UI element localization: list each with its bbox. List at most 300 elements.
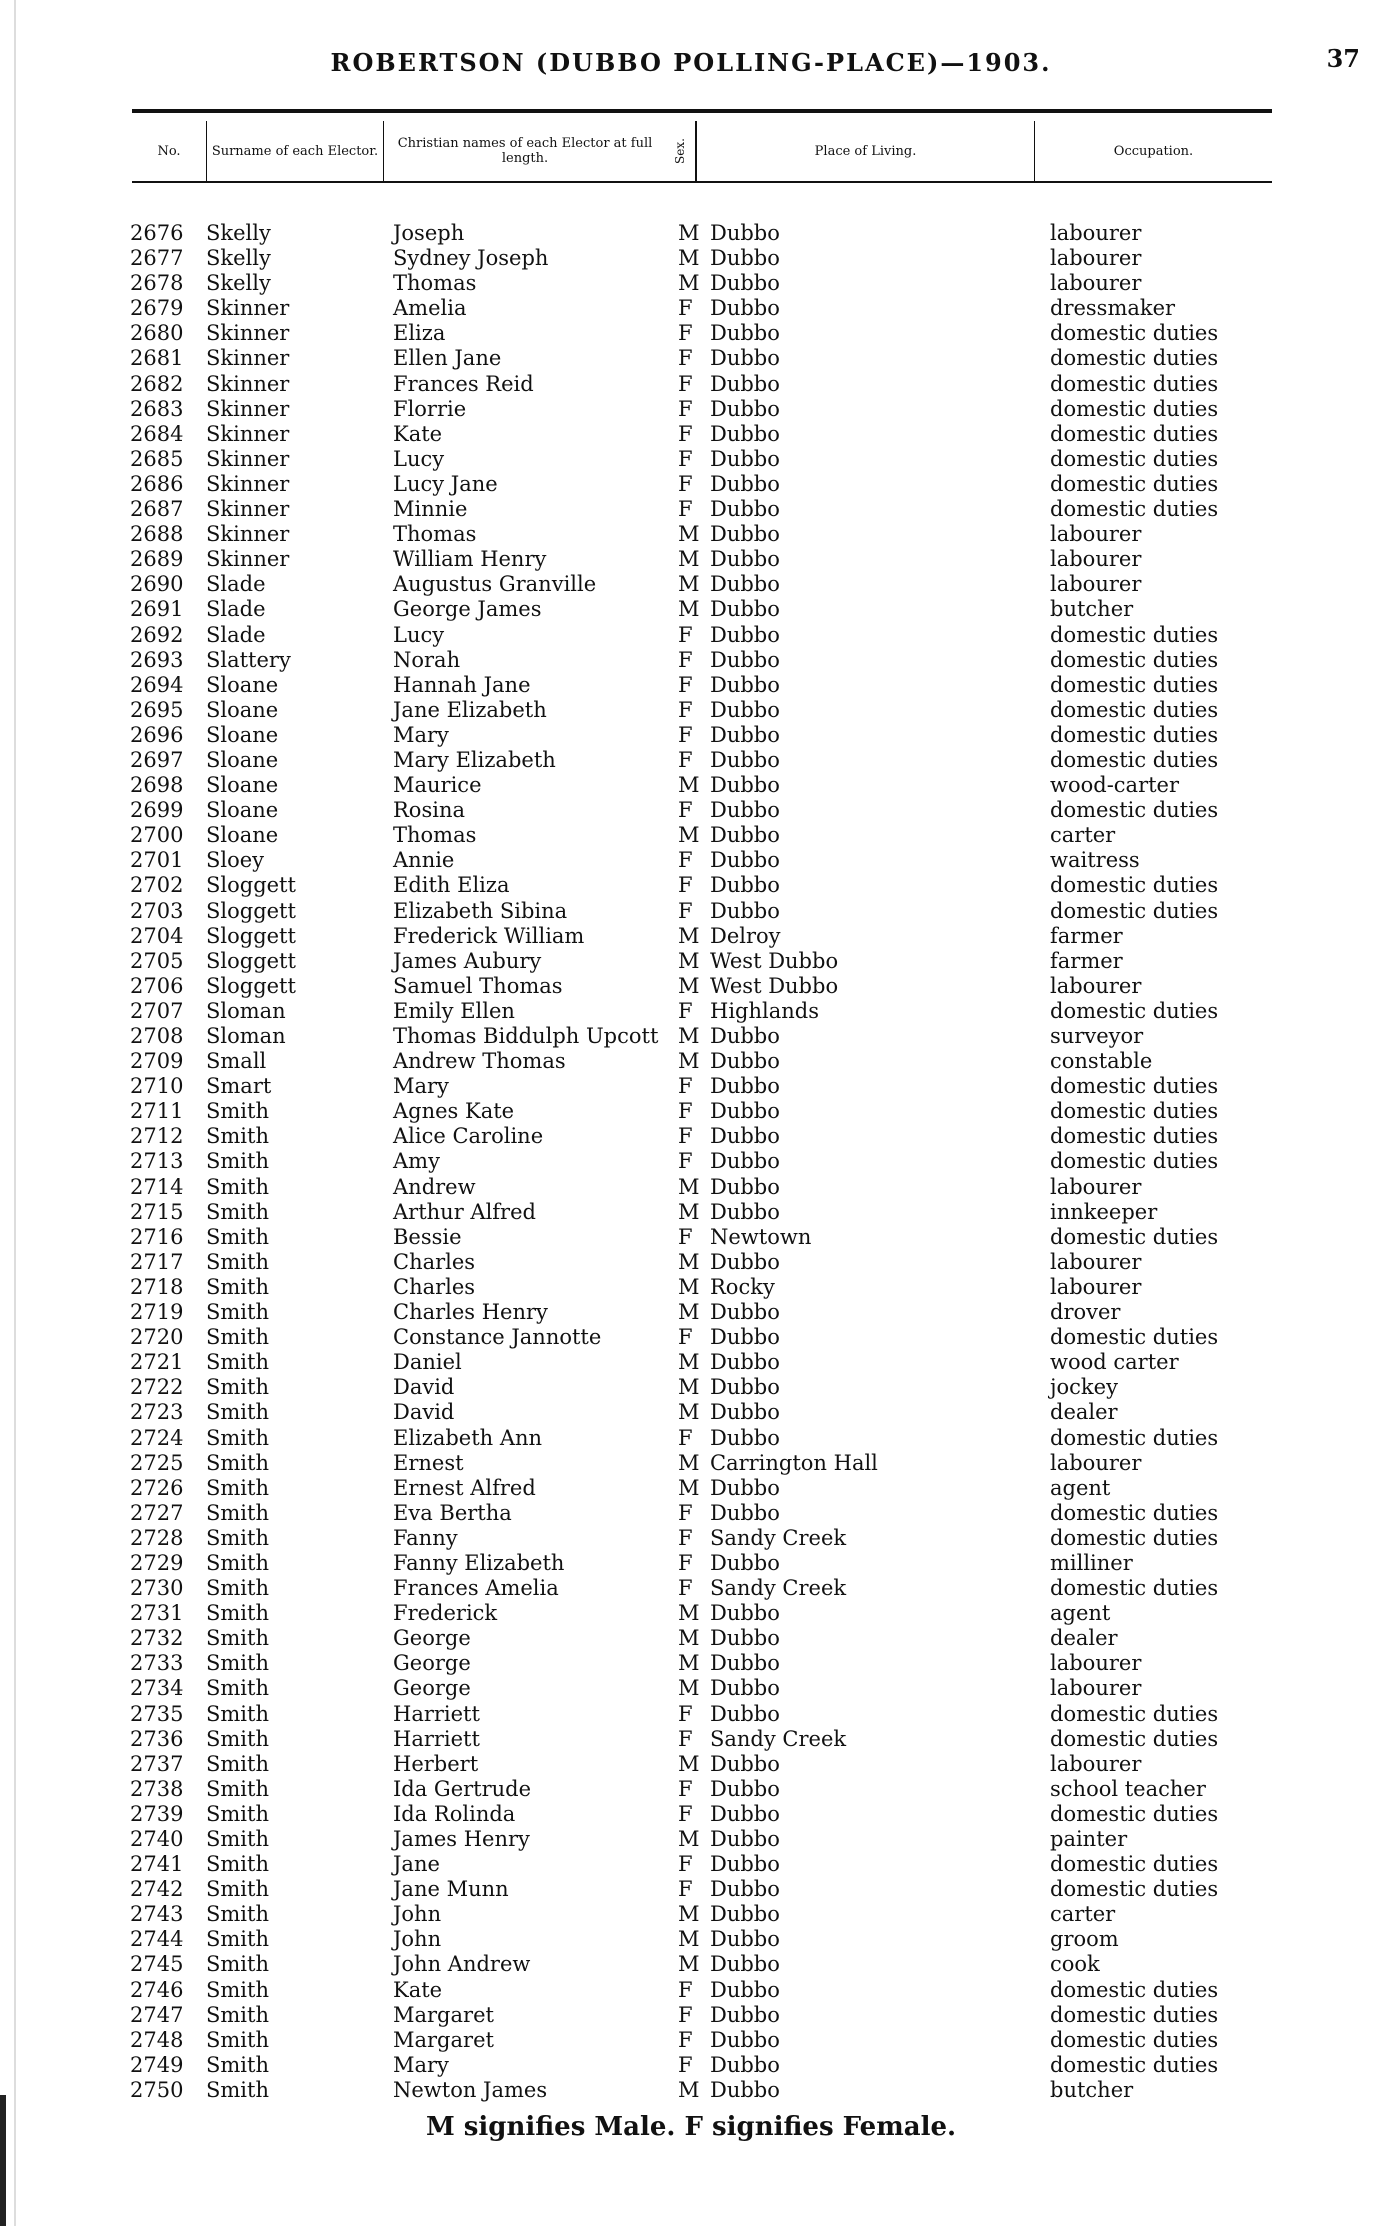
elector-occupation: labourer [1050, 1174, 1142, 1199]
elector-christian-names: John [393, 1927, 442, 1952]
table-row [0, 1275, 1382, 1300]
elector-sex: F [678, 1325, 693, 1350]
elector-place: Dubbo [710, 1475, 780, 1500]
elector-sex: M [678, 2077, 700, 2102]
elector-occupation: surveyor [1050, 1024, 1144, 1048]
elector-sex: F [678, 1149, 693, 1174]
elector-number: 2723 [130, 1400, 184, 1425]
elector-place: Dubbo [710, 1902, 780, 1927]
table-row [0, 1074, 1382, 1099]
elector-occupation: carter [1050, 823, 1116, 848]
elector-christian-names: Frederick [393, 1601, 498, 1626]
elector-place: Dubbo [710, 371, 780, 396]
elector-occupation: drover [1050, 1300, 1121, 1325]
elector-place: Dubbo [710, 697, 780, 722]
elector-surname: Smith [206, 1651, 269, 1676]
elector-surname: Sloane [206, 722, 279, 747]
elector-christian-names: Mary [393, 2052, 449, 2077]
elector-occupation: domestic duties [1050, 2002, 1219, 2027]
elector-surname: Sloggett [206, 948, 296, 973]
elector-number: 2684 [130, 421, 184, 446]
table-row [0, 1676, 1382, 1701]
elector-christian-names: Elizabeth Sibina [393, 898, 568, 923]
elector-place: Rocky [710, 1274, 775, 1299]
elector-occupation: agent [1050, 1475, 1111, 1500]
elector-place: Dubbo [710, 1099, 780, 1124]
elector-christian-names: George [393, 1626, 471, 1651]
elector-christian-names: Ida Rolinda [393, 1801, 516, 1826]
table-row [0, 1952, 1382, 1977]
elector-occupation: domestic duties [1050, 697, 1219, 722]
elector-christian-names: Mary [393, 722, 449, 747]
elector-sex: F [678, 396, 693, 421]
table-row [0, 1727, 1382, 1752]
table-row [0, 1124, 1382, 1149]
elector-occupation: domestic duties [1050, 622, 1219, 647]
col-header-place: Place of Living. [696, 121, 1034, 181]
table-row [0, 823, 1382, 848]
table-row [0, 246, 1382, 271]
elector-occupation: domestic duties [1050, 1525, 1219, 1550]
table-row [0, 974, 1382, 999]
elector-surname: Smith [206, 1249, 269, 1274]
elector-sex: F [678, 321, 693, 346]
elector-sex: F [678, 1550, 693, 1575]
elector-sex: F [678, 1576, 693, 1601]
elector-sex: M [678, 1049, 700, 1074]
elector-sex: M [678, 246, 700, 271]
elector-sex: M [678, 1927, 700, 1952]
table-row [0, 397, 1382, 422]
elector-number: 2692 [130, 622, 184, 647]
elector-surname: Sloman [206, 998, 286, 1023]
elector-occupation: domestic duties [1050, 722, 1219, 747]
table-row [0, 1551, 1382, 1576]
table-row [0, 447, 1382, 472]
elector-number: 2749 [130, 2052, 184, 2077]
elector-place: Dubbo [710, 1977, 780, 2002]
elector-christian-names: Margaret [393, 2002, 494, 2027]
elector-place: Dubbo [710, 446, 780, 471]
elector-number: 2712 [130, 1124, 184, 1149]
table-row [0, 321, 1382, 346]
elector-christian-names: George [393, 1651, 471, 1676]
elector-occupation: domestic duties [1050, 1801, 1219, 1826]
elector-sex: M [678, 948, 700, 973]
elector-number: 2678 [130, 271, 184, 296]
table-row [0, 346, 1382, 371]
elector-sex: M [678, 1601, 700, 1626]
elector-number: 2707 [130, 998, 184, 1023]
elector-sex: F [678, 2002, 693, 2027]
elector-place: Sandy Creek [710, 1576, 847, 1601]
elector-christian-names: Jane Munn [393, 1877, 509, 1902]
elector-place: Dubbo [710, 271, 780, 296]
elector-occupation: domestic duties [1050, 396, 1219, 421]
elector-occupation: labourer [1050, 1249, 1142, 1274]
elector-sex: F [678, 672, 693, 697]
elector-christian-names: Arthur Alfred [393, 1199, 536, 1224]
elector-christian-names: Minnie [393, 497, 468, 522]
elector-christian-names: John [393, 1902, 442, 1927]
elector-place: Dubbo [710, 1852, 780, 1877]
elector-surname: Sloman [206, 1024, 286, 1048]
table-row [0, 271, 1382, 296]
elector-sex: M [678, 773, 700, 798]
table-row [0, 422, 1382, 447]
elector-sex: F [678, 873, 693, 898]
elector-christian-names: Harriett [393, 1726, 480, 1751]
elector-surname: Sloane [206, 697, 279, 722]
elector-christian-names: Amelia [393, 296, 467, 321]
elector-sex: F [678, 346, 693, 371]
elector-christian-names: Florrie [393, 396, 467, 421]
elector-place: Dubbo [710, 873, 780, 898]
elector-sex: M [678, 271, 700, 296]
elector-surname: Skinner [206, 396, 290, 421]
elector-christian-names: George [393, 1676, 471, 1701]
elector-number: 2685 [130, 446, 184, 471]
elector-occupation: domestic duties [1050, 998, 1219, 1023]
elector-number: 2737 [130, 1751, 184, 1776]
elector-number: 2741 [130, 1852, 184, 1877]
elector-number: 2702 [130, 873, 184, 898]
elector-christian-names: Maurice [393, 773, 482, 798]
elector-number: 2746 [130, 1977, 184, 2002]
elector-sex: F [678, 697, 693, 722]
elector-surname: Smith [206, 1726, 269, 1751]
elector-place: Dubbo [710, 622, 780, 647]
table-row [0, 848, 1382, 873]
elector-surname: Smith [206, 1325, 269, 1350]
elector-number: 2682 [130, 371, 184, 396]
elector-surname: Smith [206, 1525, 269, 1550]
elector-place: West Dubbo [710, 948, 839, 973]
elector-occupation: wood carter [1050, 1350, 1179, 1375]
elector-number: 2747 [130, 2002, 184, 2027]
table-row [0, 773, 1382, 798]
elector-number: 2729 [130, 1550, 184, 1575]
elector-christian-names: Eva Bertha [393, 1500, 512, 1525]
elector-number: 2691 [130, 597, 184, 622]
elector-occupation: labourer [1050, 1751, 1142, 1776]
elector-place: Dubbo [710, 321, 780, 346]
elector-place: Dubbo [710, 1425, 780, 1450]
elector-surname: Smith [206, 1124, 269, 1149]
elector-occupation: milliner [1050, 1550, 1133, 1575]
table-row [0, 1877, 1382, 1902]
elector-number: 2696 [130, 722, 184, 747]
col-header-christian: Christian names of each Elector at full length. [383, 121, 666, 181]
col-header-sex: Sex. [666, 121, 696, 181]
elector-sex: F [678, 1224, 693, 1249]
elector-occupation: painter [1050, 1827, 1128, 1851]
elector-occupation: jockey [1050, 1375, 1118, 1400]
table-row [0, 296, 1382, 321]
elector-occupation: school teacher [1050, 1776, 1206, 1801]
elector-christian-names: Harriett [393, 1701, 480, 1726]
elector-christian-names: Lucy Jane [393, 471, 498, 496]
elector-surname: Smith [206, 1701, 269, 1726]
elector-place: Dubbo [710, 1350, 780, 1375]
elector-number: 2742 [130, 1877, 184, 1902]
elector-occupation: domestic duties [1050, 873, 1219, 898]
elector-christian-names: Thomas Biddulph Upcott [393, 1024, 659, 1048]
table-row [0, 1325, 1382, 1350]
elector-place: Dubbo [710, 1776, 780, 1801]
elector-occupation: domestic duties [1050, 1726, 1219, 1751]
elector-number: 2735 [130, 1701, 184, 1726]
table-row [0, 221, 1382, 246]
elector-christian-names: Ernest [393, 1450, 464, 1475]
elector-christian-names: Charles [393, 1274, 476, 1299]
elector-surname: Smith [206, 1550, 269, 1575]
elector-occupation: labourer [1050, 246, 1142, 271]
elector-place: Dubbo [710, 722, 780, 747]
elector-christian-names: Charles [393, 1249, 476, 1274]
elector-surname: Skinner [206, 471, 290, 496]
elector-number: 2733 [130, 1651, 184, 1676]
elector-place: Dubbo [710, 647, 780, 672]
elector-christian-names: Augustus Granville [393, 572, 597, 597]
table-row [0, 1802, 1382, 1827]
elector-christian-names: Joseph [393, 221, 465, 245]
table-row [0, 2053, 1382, 2078]
elector-surname: Sloey [206, 848, 265, 873]
elector-surname: Skinner [206, 321, 290, 346]
elector-occupation: labourer [1050, 271, 1142, 296]
elector-sex: M [678, 1450, 700, 1475]
elector-occupation: domestic duties [1050, 898, 1219, 923]
elector-surname: Sloane [206, 747, 279, 772]
elector-christian-names: Daniel [393, 1350, 462, 1375]
elector-place: Dubbo [710, 522, 780, 547]
elector-number: 2732 [130, 1626, 184, 1651]
elector-place: Dubbo [710, 1400, 780, 1425]
table-row [0, 1024, 1382, 1049]
elector-place: Dubbo [710, 1952, 780, 1977]
elector-number: 2743 [130, 1902, 184, 1927]
elector-place: Dubbo [710, 1049, 780, 1074]
elector-sex: M [678, 923, 700, 948]
elector-number: 2726 [130, 1475, 184, 1500]
table-row [0, 899, 1382, 924]
elector-place: Carrington Hall [710, 1450, 878, 1475]
elector-surname: Skinner [206, 421, 290, 446]
elector-christian-names: Amy [393, 1149, 440, 1174]
elector-number: 2689 [130, 547, 184, 572]
elector-sex: F [678, 747, 693, 772]
elector-surname: Smith [206, 1450, 269, 1475]
elector-surname: Skelly [206, 246, 271, 271]
elector-sex: M [678, 1300, 700, 1325]
elector-sex: F [678, 1425, 693, 1450]
elector-number: 2748 [130, 2027, 184, 2052]
elector-surname: Skinner [206, 446, 290, 471]
table-row [0, 1601, 1382, 1626]
elector-occupation: groom [1050, 1927, 1119, 1952]
elector-christian-names: Eliza [393, 321, 446, 346]
elector-occupation: domestic duties [1050, 672, 1219, 697]
elector-place: Dubbo [710, 1927, 780, 1952]
elector-sex: F [678, 798, 693, 823]
elector-number: 2688 [130, 522, 184, 547]
elector-sex: F [678, 848, 693, 873]
elector-place: Dubbo [710, 1827, 780, 1851]
elector-place: Dubbo [710, 1149, 780, 1174]
elector-place: Dubbo [710, 547, 780, 572]
elector-christian-names: Frances Reid [393, 371, 534, 396]
elector-surname: Smith [206, 1475, 269, 1500]
elector-number: 2740 [130, 1827, 184, 1851]
elector-surname: Slade [206, 622, 266, 647]
elector-christian-names: Ernest Alfred [393, 1475, 536, 1500]
elector-sex: F [678, 497, 693, 522]
elector-place: Dubbo [710, 1550, 780, 1575]
elector-surname: Smith [206, 1149, 269, 1174]
table-row [0, 472, 1382, 497]
table-row [0, 873, 1382, 898]
elector-number: 2697 [130, 747, 184, 772]
elector-christian-names: Andrew [393, 1174, 476, 1199]
elector-sex: F [678, 2052, 693, 2077]
elector-occupation: domestic duties [1050, 1124, 1219, 1149]
elector-sex: F [678, 647, 693, 672]
elector-christian-names: Newton James [393, 2077, 548, 2102]
elector-number: 2705 [130, 948, 184, 973]
elector-surname: Smith [206, 2052, 269, 2077]
elector-place: Dubbo [710, 2052, 780, 2077]
elector-place: Dubbo [710, 2002, 780, 2027]
elector-place: Dubbo [710, 296, 780, 321]
elector-occupation: labourer [1050, 973, 1142, 998]
elector-christian-names: Edith Eliza [393, 873, 510, 898]
elector-christian-names: Ida Gertrude [393, 1776, 532, 1801]
elector-christian-names: Norah [393, 647, 461, 672]
elector-sex: F [678, 421, 693, 446]
elector-number: 2738 [130, 1776, 184, 1801]
elector-surname: Smith [206, 1927, 269, 1952]
elector-christian-names: Alice Caroline [393, 1124, 544, 1149]
elector-occupation: domestic duties [1050, 1877, 1219, 1902]
elector-christian-names: Frederick William [393, 923, 585, 948]
table-row [0, 1852, 1382, 1877]
elector-occupation: innkeeper [1050, 1199, 1158, 1224]
elector-number: 2730 [130, 1576, 184, 1601]
elector-number: 2679 [130, 296, 184, 321]
elector-sex: M [678, 572, 700, 597]
elector-number: 2714 [130, 1174, 184, 1199]
elector-occupation: butcher [1050, 597, 1134, 622]
elector-place: Dubbo [710, 2077, 780, 2102]
table-row [0, 949, 1382, 974]
elector-surname: Smith [206, 2077, 269, 2102]
elector-surname: Slattery [206, 647, 291, 672]
elector-christian-names: Samuel Thomas [393, 973, 563, 998]
elector-sex: F [678, 898, 693, 923]
table-row [0, 372, 1382, 397]
elector-number: 2677 [130, 246, 184, 271]
elector-surname: Sloane [206, 672, 279, 697]
elector-number: 2734 [130, 1676, 184, 1701]
elector-occupation: labourer [1050, 522, 1142, 547]
elector-sex: M [678, 1375, 700, 1400]
elector-place: Dubbo [710, 1124, 780, 1149]
elector-christian-names: Lucy [393, 622, 445, 647]
elector-sex: M [678, 1827, 700, 1851]
elector-number: 2727 [130, 1500, 184, 1525]
elector-occupation: carter [1050, 1902, 1116, 1927]
elector-surname: Smith [206, 1576, 269, 1601]
elector-number: 2713 [130, 1149, 184, 1174]
sex-legend: M signifies Male. F signifies Female. [425, 2112, 957, 2142]
elector-number: 2695 [130, 697, 184, 722]
elector-place: Dubbo [710, 572, 780, 597]
elector-christian-names: Sydney Joseph [393, 246, 549, 271]
table-row [0, 547, 1382, 572]
elector-number: 2693 [130, 647, 184, 672]
elector-number: 2711 [130, 1099, 184, 1124]
elector-surname: Smith [206, 1350, 269, 1375]
elector-place: Dubbo [710, 1174, 780, 1199]
elector-christian-names: Mary [393, 1074, 449, 1099]
elector-occupation: domestic duties [1050, 446, 1219, 471]
table-row [0, 1651, 1382, 1676]
elector-place: Dubbo [710, 747, 780, 772]
elector-surname: Smith [206, 1099, 269, 1124]
elector-sex: F [678, 296, 693, 321]
table-row [0, 924, 1382, 949]
table-row [0, 748, 1382, 773]
elector-occupation: labourer [1050, 1651, 1142, 1676]
col-header-surname: Surname of each Elector. [206, 121, 383, 181]
elector-christian-names: Kate [393, 1977, 443, 2002]
elector-place: Dubbo [710, 471, 780, 496]
table-row [0, 1300, 1382, 1325]
elector-occupation: labourer [1050, 572, 1142, 597]
elector-number: 2681 [130, 346, 184, 371]
elector-place: Dubbo [710, 421, 780, 446]
elector-christian-names: Andrew Thomas [393, 1049, 566, 1074]
elector-christian-names: Bessie [393, 1224, 462, 1249]
elector-place: Dubbo [710, 597, 780, 622]
elector-surname: Smith [206, 1977, 269, 2002]
elector-christian-names: David [393, 1375, 455, 1400]
table-row [0, 2003, 1382, 2028]
elector-christian-names: Kate [393, 421, 443, 446]
elector-number: 2750 [130, 2077, 184, 2102]
elector-place: Dubbo [710, 1300, 780, 1325]
elector-surname: Smith [206, 1199, 269, 1224]
elector-occupation: labourer [1050, 547, 1142, 572]
elector-place: Sandy Creek [710, 1525, 847, 1550]
elector-surname: Sloggett [206, 873, 296, 898]
elector-surname: Smith [206, 1676, 269, 1701]
elector-number: 2721 [130, 1350, 184, 1375]
table-row [0, 1626, 1382, 1651]
table-row [0, 1350, 1382, 1375]
elector-number: 2706 [130, 973, 184, 998]
elector-sex: F [678, 1776, 693, 1801]
elector-christian-names: Emily Ellen [393, 998, 515, 1023]
elector-number: 2739 [130, 1801, 184, 1826]
table-row [0, 1476, 1382, 1501]
elector-occupation: domestic duties [1050, 471, 1219, 496]
elector-sex: M [678, 1400, 700, 1425]
elector-surname: Sloane [206, 798, 279, 823]
elector-christian-names: Mary Elizabeth [393, 747, 556, 772]
elector-place: West Dubbo [710, 973, 839, 998]
